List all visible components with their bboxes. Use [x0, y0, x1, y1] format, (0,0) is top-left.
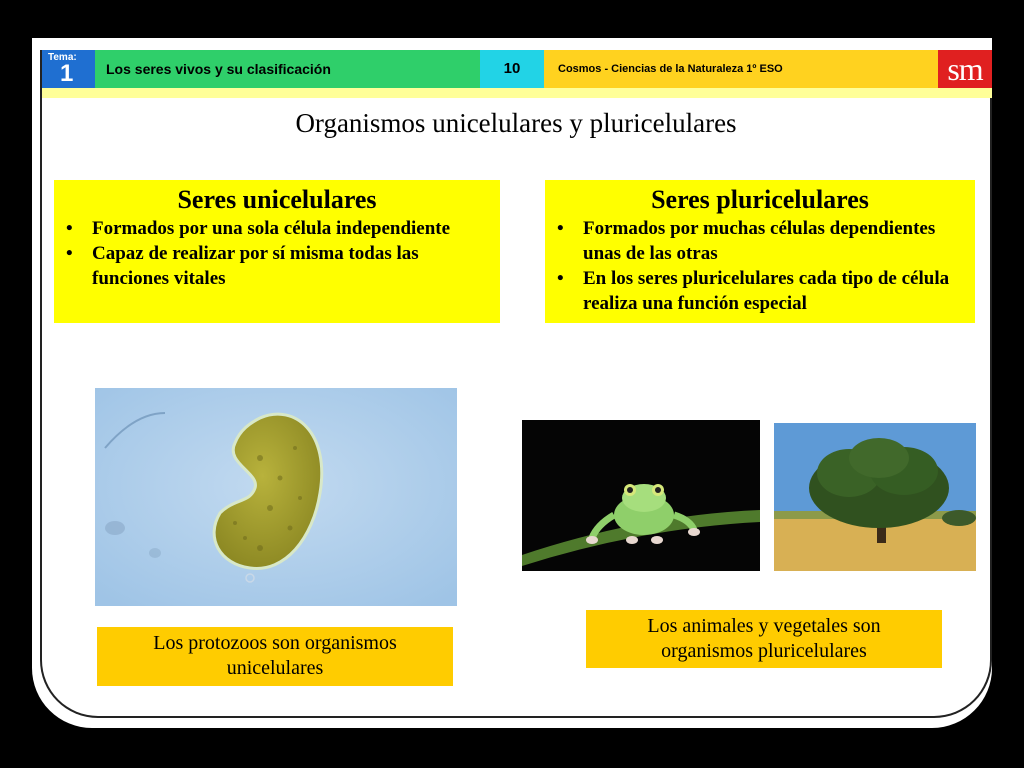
unicellular-bullet: • Formados por una sola célula independiente — [66, 218, 451, 239]
protozoan-photo — [95, 388, 457, 606]
multicellular-caption-line1: Los animales y vegetales son — [647, 615, 881, 637]
course-title: Cosmos - Ciencias de la Naturaleza 1º ESO — [544, 50, 938, 88]
tema-label: Tema: — [48, 52, 77, 63]
multicellular-bullet: • Formados por muchas células dependientes unas de las otras — [557, 218, 936, 264]
unit-title: Los seres vivos y su clasificación — [95, 50, 480, 88]
protozoa-caption — [97, 627, 453, 686]
multicellular-box — [545, 180, 975, 323]
tree-icon — [774, 423, 976, 571]
tree-photo — [774, 423, 976, 571]
multicellular-caption-line2: organismos pluricelulares — [661, 640, 867, 662]
multicellular-caption — [586, 610, 942, 668]
publisher-logo: sm — [938, 50, 992, 88]
protozoa-caption-line2: unicelulares — [226, 657, 324, 679]
frog-icon — [522, 420, 760, 571]
slide-title: Organismos unicelulares y pluricelulares — [295, 108, 737, 138]
unicellular-bullet: • Capaz de realizar por sí misma todas las funciones vitales — [66, 243, 419, 289]
tema-badge — [42, 50, 95, 88]
protozoa-caption-line1: Los protozoos son organismos — [153, 632, 397, 654]
page-number: 10 — [480, 50, 544, 88]
multicellular-bullet: • En los seres pluricelulares cada tipo de célula realiza una función especial — [557, 268, 950, 314]
multicellular-heading: Seres pluricelulares — [651, 185, 869, 214]
header-strip — [42, 88, 992, 98]
tema-number: 1 — [60, 60, 74, 87]
unicellular-list — [64, 216, 490, 291]
multicellular-list — [555, 216, 965, 316]
protozoan-icon — [95, 388, 457, 606]
unicellular-box — [54, 180, 500, 323]
unicellular-heading: Seres unicelulares — [177, 185, 377, 214]
frog-photo — [522, 420, 760, 571]
